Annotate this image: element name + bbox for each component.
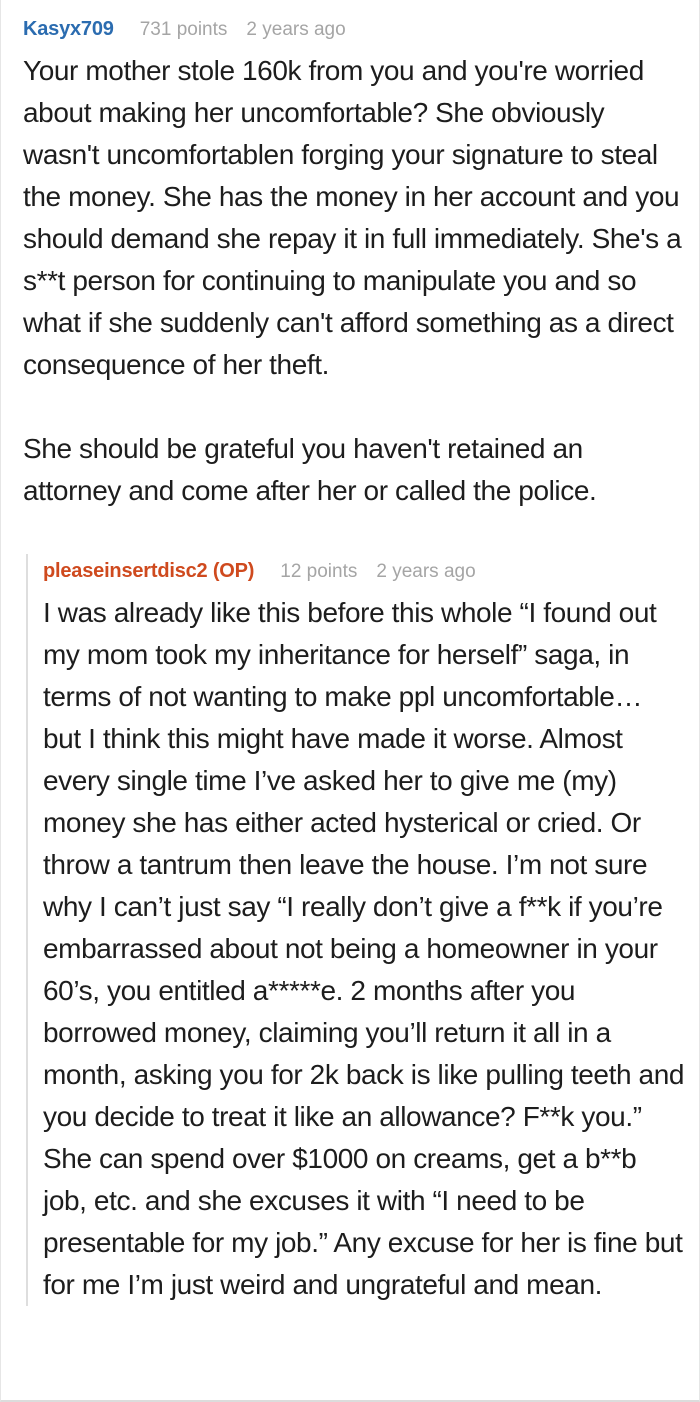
points-label: 12 points (280, 561, 358, 582)
reply-comment (26, 554, 687, 1306)
timestamp-label: 2 years ago (376, 561, 476, 582)
comment (1, 0, 699, 1306)
comment-header (23, 16, 687, 43)
timestamp-label: 2 years ago (246, 19, 346, 40)
username-link[interactable]: Kasyx709 (23, 18, 114, 40)
points-label: 731 points (139, 19, 228, 40)
reply-paragraph: I was already like this before this whole “I found out my mom took my inheritance for herself” saga, in terms of not wanting to make ppl uncomfortable… but I think this might have made it worse. Almost every single time I’ve asked her to give me (my) money she has either acted hysterical or cried. Or throw a tantrum then leave the house. I’m not sure why I can’t just say “I really don’t give a f**k if you’re embarrassed about not being a homeowner in your 60’s, you entitled a*****e. 2 months after you borrowed money, claiming you’ll return it all in a month, asking you for 2k back is like pulling teeth and you decide to treat it like an allowance? F**k you.” She can spend over $1000 on creams, get a b**b job, etc. and she excuses it with “I need to be presentable for my job.” Any excuse for her is fine but for me I’m just weird and ungrateful and mean. (43, 597, 685, 1300)
op-username-link[interactable]: pleaseinsertdisc2 (OP) (43, 560, 255, 582)
reply-header (43, 558, 687, 585)
comment-paragraph: Your mother stole 160k from you and you're worried about making her uncomfortable? She obviously wasn't uncomfortablen forging your signature to steal the money. She has the money in her account and you should demand she repay it in full immediately. She's a s**t person for continuing to manipulate you and so what if she suddenly can't afford something as a direct consequence of her theft. (23, 55, 682, 380)
comment-paragraph: She should be grateful you haven't retained an attorney and come after her or called the police. (23, 433, 597, 506)
